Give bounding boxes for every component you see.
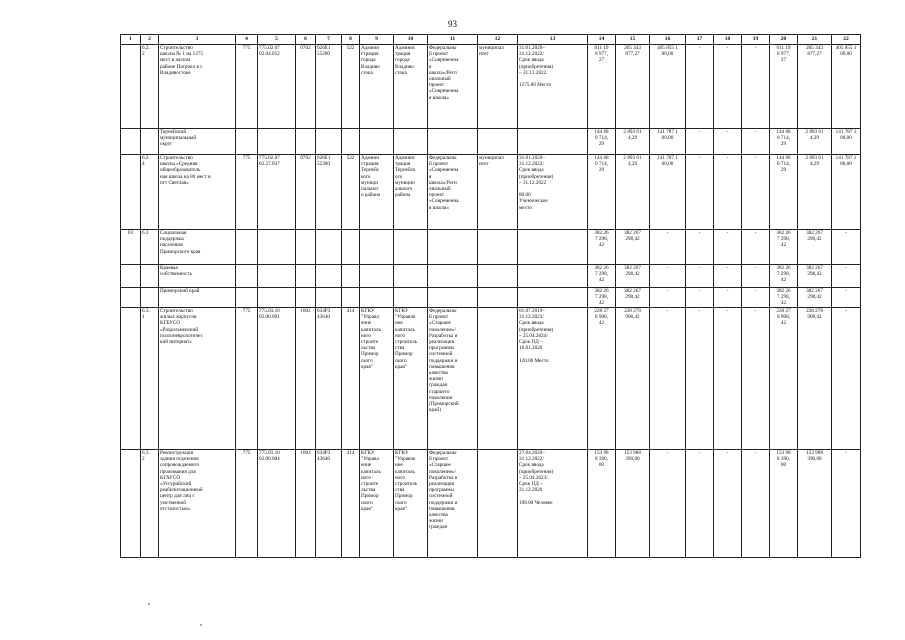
table-cell	[518, 230, 588, 265]
table-cell: 144 68 0 714, 29	[588, 129, 616, 155]
table-cell: 153 98 8 390, 00	[588, 450, 616, 558]
table-cell: -	[714, 288, 742, 308]
table-cell: -	[832, 288, 861, 308]
table-cell: 31.01.2020– 31.12.2022/ Срок ввода (приобретения) – 31.12.2022 80.00 Ученическое место	[518, 155, 588, 230]
table-cell: 144 68 0 714, 29	[588, 155, 616, 230]
table-cell: 382 267 298,42	[798, 230, 832, 265]
table-cell	[121, 129, 141, 155]
header-cell: 20	[770, 35, 798, 45]
table-cell: -	[742, 450, 770, 558]
table-cell: 27.04.2020– 31.12.2022/ Срок ввода (приобретения) – 25.04.2023/ Срок ПД – 31.12.2020 108.00 Человек	[518, 450, 588, 558]
table-cell	[121, 45, 141, 129]
table-cell	[360, 129, 394, 155]
table-cell: 205 343 877,27	[798, 45, 832, 129]
table-cell	[342, 288, 360, 308]
scan-speck	[148, 603, 150, 605]
table-cell	[258, 129, 296, 155]
table-cell: 382 26 7 298, 42	[588, 288, 616, 308]
table-cell	[518, 129, 588, 155]
table-cell: 034Р3 43640	[316, 450, 342, 558]
table-cell: 026Е1 55200	[316, 45, 342, 129]
table-cell: муниципал итет	[478, 45, 518, 129]
table-cell: -	[742, 288, 770, 308]
table-cell	[342, 230, 360, 265]
table-cell: -	[686, 308, 714, 450]
table-cell	[296, 230, 316, 265]
table-cell: 775	[236, 308, 258, 450]
table-cell: -	[686, 230, 714, 265]
table-cell: 382 26 7 298, 42	[588, 230, 616, 265]
table-cell	[428, 129, 478, 155]
table-cell: -	[714, 45, 742, 129]
header-cell: 10	[394, 35, 428, 45]
table-row	[121, 45, 861, 129]
table-cell: 153 988 390,00	[616, 450, 650, 558]
table-cell: 2 893 61 4,29	[798, 129, 832, 155]
table-body	[121, 45, 861, 558]
table-cell: 228 27 8 908, 42	[770, 308, 798, 450]
table-cell	[258, 265, 296, 288]
table-cell: 382 26 7 298, 42	[770, 288, 798, 308]
table-cell: 144 68 0 714, 29	[770, 129, 798, 155]
table-cell: 775	[236, 450, 258, 558]
table-cell: 0702	[296, 155, 316, 230]
table-cell: -	[686, 155, 714, 230]
table-cell: -	[742, 230, 770, 265]
table-cell: -	[714, 129, 742, 155]
table-cell: 414	[342, 450, 360, 558]
table-cell	[141, 288, 159, 308]
table-cell: -	[714, 230, 742, 265]
table-cell: муниципал итет	[478, 155, 518, 230]
table-cell: Приморский край	[159, 288, 236, 308]
table-cell: 0702	[296, 45, 316, 129]
table-cell: Админис трация города Владиво стока	[394, 45, 428, 129]
budget-table	[120, 34, 861, 558]
scan-speck	[200, 624, 202, 626]
table-cell	[121, 155, 141, 230]
table-cell: 405 855 1 00,00	[650, 45, 686, 129]
table-cell: Строительство жилых корпусов КГБУСО «Раздольненский психоневрологичес кий интернат»	[159, 308, 236, 450]
table-cell: -	[686, 288, 714, 308]
table-cell: Федеральны й проект «Старшее поколение»/ Разработка и реализация программы системной поддержки и повышения качества жизни граждан старшего поколения (Приморский край)	[428, 308, 478, 450]
table-cell: 6.3	[141, 230, 159, 265]
header-cell: 13	[518, 35, 588, 45]
header-row	[121, 35, 861, 45]
table-cell: -	[686, 265, 714, 288]
table-cell	[316, 288, 342, 308]
table-cell: -	[650, 230, 686, 265]
table-cell: 153 98 8 390, 00	[770, 450, 798, 558]
table-row	[121, 450, 861, 558]
table-cell: 6.3. 2	[141, 450, 159, 558]
table-cell	[360, 265, 394, 288]
table-cell	[121, 308, 141, 450]
table-cell	[121, 265, 141, 288]
table-cell: 6.2. 4	[141, 155, 159, 230]
table-cell: 141 787 1 00,00	[650, 129, 686, 155]
table-cell: 382 267 298,42	[616, 230, 650, 265]
table-cell	[316, 230, 342, 265]
table-cell: 382 267 298,42	[616, 265, 650, 288]
table-row	[121, 155, 861, 230]
table-cell	[478, 265, 518, 288]
header-cell: 14	[588, 35, 616, 45]
header-cell: 22	[832, 35, 861, 45]
table-cell: -	[832, 265, 861, 288]
table-cell: 611 19 8 977, 27	[770, 45, 798, 129]
table-cell: КГКУ "Управл ение капиталь ного строите льства Примор ского края"	[360, 308, 394, 450]
table-cell	[394, 129, 428, 155]
table-cell	[296, 288, 316, 308]
table-cell: -	[714, 450, 742, 558]
table-cell	[478, 288, 518, 308]
table-cell: 026Е1 52300	[316, 155, 342, 230]
table-cell	[236, 265, 258, 288]
header-cell: 17	[686, 35, 714, 45]
table-cell: 775.03.10 02.00.004	[258, 450, 296, 558]
table-cell: -	[832, 230, 861, 265]
header-cell: 7	[316, 35, 342, 45]
table-cell: 034Р3 43640	[316, 308, 342, 450]
table-cell: 522	[342, 155, 360, 230]
table-cell: -	[742, 155, 770, 230]
table-cell	[236, 129, 258, 155]
header-cell: 2	[141, 35, 159, 45]
table-cell: 228 278 908,42	[616, 308, 650, 450]
table-cell: -	[832, 308, 861, 450]
table-cell: 31.01.2020– 31.12.2022/ Срок ввода (приобретения) – 31.12.2022 1275.00 Место	[518, 45, 588, 129]
header-cell: 16	[650, 35, 686, 45]
table-cell: Админи страция Терпейс кого муници пальног о района	[360, 155, 394, 230]
table-cell: 6.3. 1	[141, 308, 159, 450]
table-cell: 382 267 298,42	[616, 288, 650, 308]
table-cell	[518, 288, 588, 308]
header-cell: 5	[258, 35, 296, 45]
table-cell: 1002	[296, 308, 316, 450]
table-cell: 2 893 61 4,29	[616, 155, 650, 230]
table-cell: 144 68 0 714, 29	[770, 155, 798, 230]
table-cell: 01.07.2019– 31.12.2023/ Срок ввода (приобретения) – 25.04.2024/ Срок ПД – 16.01.2020 120.00 Место	[518, 308, 588, 450]
table-cell: 775.03.10 02.00.001	[258, 308, 296, 450]
table-cell	[394, 230, 428, 265]
table-cell: Админи страция города Владиво стока	[360, 45, 394, 129]
table-cell: 205 343 877,27	[616, 45, 650, 129]
table-cell	[518, 265, 588, 288]
table-cell: Краевая собственность	[159, 265, 236, 288]
header-cell: 19	[742, 35, 770, 45]
table-row	[121, 129, 861, 155]
table-cell: -	[714, 265, 742, 288]
table-cell: 611 19 8 977, 27	[588, 45, 616, 129]
table-row	[121, 265, 861, 288]
table-cell	[360, 230, 394, 265]
table-cell	[342, 265, 360, 288]
header-cell: 11	[428, 35, 478, 45]
header-cell: 21	[798, 35, 832, 45]
table-cell	[316, 265, 342, 288]
table-cell: 775.02.07 02.04.012	[258, 45, 296, 129]
table-cell: КГКУ "Управле ние капиталь ного строитель ства Примор ского края"	[394, 450, 428, 558]
table-row	[121, 308, 861, 450]
header-cell: 6	[296, 35, 316, 45]
table-cell: 2 893 61 4,29	[616, 129, 650, 155]
table-cell: -	[650, 265, 686, 288]
table-cell: 153 988 390,00	[798, 450, 832, 558]
table-cell	[394, 288, 428, 308]
table-cell: Терпейский муниципальный округ	[159, 129, 236, 155]
table-cell: -	[686, 129, 714, 155]
table-cell: 775.02.07 02.27.037	[258, 155, 296, 230]
table-cell: Строительство школы «Средняя общеобразователь ная школа на 80 мест в пгт Светлая»	[159, 155, 236, 230]
table-cell: 382 26 7 298, 42	[588, 265, 616, 288]
table-cell: 2 893 61 4,29	[798, 155, 832, 230]
header-cell: 3	[159, 35, 236, 45]
header-cell: 9	[360, 35, 394, 45]
header-cell: 4	[236, 35, 258, 45]
table-cell: 03	[121, 230, 141, 265]
table-cell: 141 787 1 00,00	[650, 155, 686, 230]
table-cell: Строительство школы № 1 на 1275 мест в жилом районе Патрокл в г. Владивостоке	[159, 45, 236, 129]
table-cell	[428, 230, 478, 265]
table-cell	[121, 450, 141, 558]
table-cell: -	[650, 450, 686, 558]
table-cell: 775	[236, 45, 258, 129]
table-cell: -	[650, 308, 686, 450]
table-cell	[360, 288, 394, 308]
table-cell	[478, 450, 518, 558]
table-cell: -	[742, 129, 770, 155]
table-cell	[141, 265, 159, 288]
table-cell	[141, 129, 159, 155]
table-cell: Федеральны й проект «Современна я школа»/Реги ональный проект «Современна я школа»	[428, 155, 478, 230]
table-cell: 775	[236, 155, 258, 230]
table-cell: 522	[342, 45, 360, 129]
header-cell: 12	[478, 35, 518, 45]
table-cell: 382 26 7 298, 42	[770, 230, 798, 265]
page-number: 93	[448, 19, 457, 29]
table-cell: -	[650, 288, 686, 308]
table-row	[121, 288, 861, 308]
table-cell	[478, 230, 518, 265]
table-cell: -	[742, 265, 770, 288]
table-cell	[236, 288, 258, 308]
table-cell: -	[832, 450, 861, 558]
table-cell: КГКУ "Управле ние капиталь ного строитель ства Примор ского края"	[394, 308, 428, 450]
table-cell: 228 278 908,42	[798, 308, 832, 450]
header-cell: 8	[342, 35, 360, 45]
table-row	[121, 230, 861, 265]
table-cell	[236, 230, 258, 265]
table-cell: -	[714, 308, 742, 450]
table-cell	[316, 129, 342, 155]
header-cell: 1	[121, 35, 141, 45]
table-cell: 382 267 298,42	[798, 265, 832, 288]
table-cell: Федеральны й проект «Старшее поколение»/ Разработка и реализация программы системной поддержки и повышения качества жизни граждан	[428, 450, 478, 558]
table-cell: -	[686, 450, 714, 558]
table-cell: Реконструкция здания отделения сопровождаемого проживания для КГАУСО «Уссурийский реабилитационный центр для лиц с умственной отсталостью»	[159, 450, 236, 558]
table-cell	[394, 265, 428, 288]
table-cell	[296, 129, 316, 155]
table-cell: -	[742, 45, 770, 129]
table-cell: -	[686, 45, 714, 129]
table-cell: 382 26 7 298, 42	[770, 265, 798, 288]
table-cell: -	[714, 155, 742, 230]
table-cell: Федеральны й проект «Современна я школа»/Регп ональный проект «Современна я школа»	[428, 45, 478, 129]
table-cell	[258, 230, 296, 265]
table-cell: -	[742, 308, 770, 450]
table-cell: КГКУ "Управл ение капиталь ного строите льства Примор ского края"	[360, 450, 394, 558]
table-cell: 1002	[296, 450, 316, 558]
header-cell: 15	[616, 35, 650, 45]
table-cell	[258, 288, 296, 308]
table-cell: 405 855 1 00,00	[832, 45, 861, 129]
table-cell	[478, 308, 518, 450]
table-cell: Админис трация Терпейск ого муницип ального района	[394, 155, 428, 230]
table-cell	[121, 288, 141, 308]
table-cell	[428, 265, 478, 288]
table-cell	[478, 129, 518, 155]
table-cell: 382 267 298,42	[798, 288, 832, 308]
table-cell: Социальная поддержка населения Приморского края	[159, 230, 236, 265]
table-cell	[296, 265, 316, 288]
header-cell: 18	[714, 35, 742, 45]
table-cell	[342, 129, 360, 155]
table-cell: 228 27 8 908, 42	[588, 308, 616, 450]
table-cell: 414	[342, 308, 360, 450]
table-cell: 141 787 1 00,00	[832, 129, 861, 155]
table-cell	[428, 288, 478, 308]
table-cell: 6.2. 2	[141, 45, 159, 129]
table-cell: 141 787 1 00,00	[832, 155, 861, 230]
